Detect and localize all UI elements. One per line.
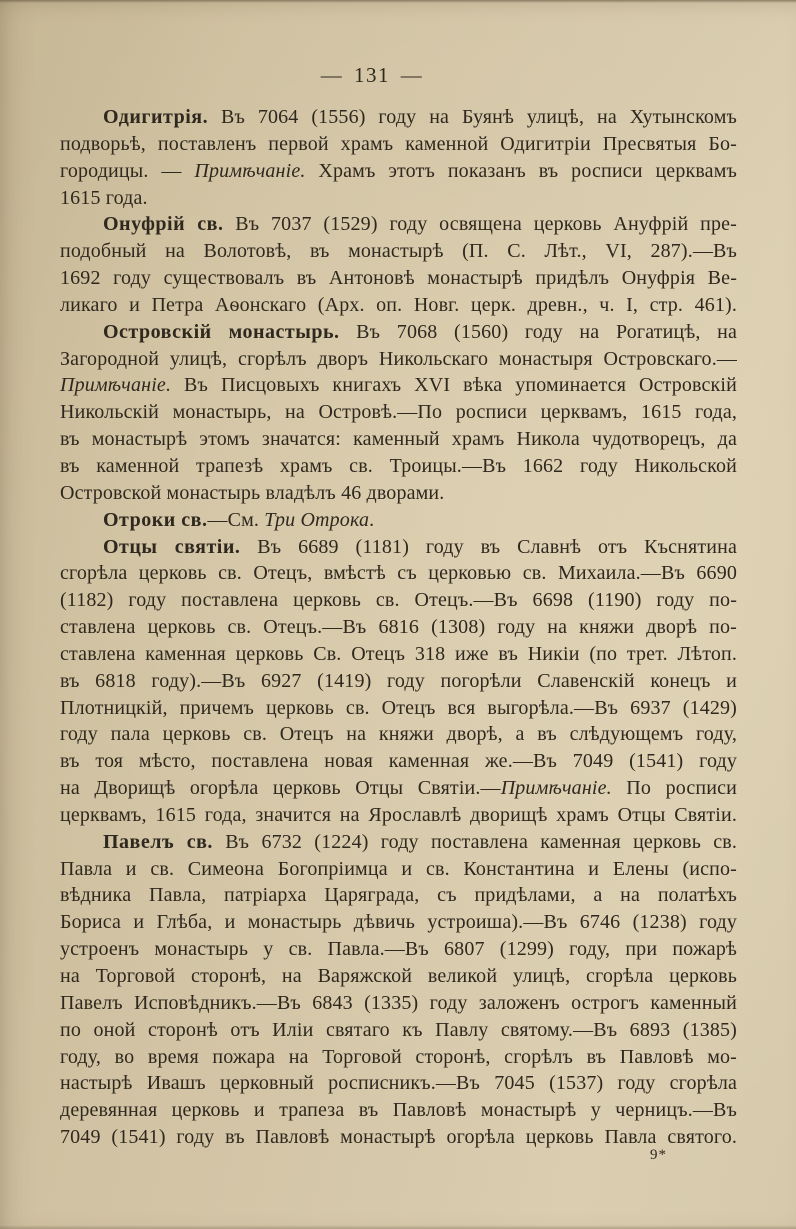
text-line	[60, 185, 737, 212]
text-run: Никольскій монастырь, на Островѣ.—По росписи церквамъ, 1615 года,	[60, 401, 737, 424]
text-run: въ тоя мѣсто, поставлена новая каменная же.—Въ 7049 (1541) году	[60, 750, 737, 773]
text-run: Бориса и Глѣба, и монастырь дѣвичь устроиша).—Въ 6746 (1238) году	[60, 911, 737, 934]
text-line	[60, 1097, 737, 1124]
text-line	[60, 963, 737, 990]
text-line	[60, 882, 737, 909]
italic-term: Примѣчаніе.	[60, 374, 172, 397]
text-run: Въ 7068 (1560) году на Рогатицѣ, на	[339, 320, 737, 343]
text-run: Въ 6732 (1224) году поставлена каменная церковь св.	[212, 830, 737, 853]
text-line	[60, 534, 737, 561]
text-run: ликаго и Петра Аѳонскаго (Арх. оп. Новг. церк. древн., ч. I, стр. 461).	[60, 293, 737, 316]
text-line	[60, 802, 737, 829]
text-line	[60, 695, 737, 722]
text-run: по оной сторонѣ отъ Иліи святаго къ Павлу святому.—Въ 6893 (1385)	[60, 1018, 737, 1041]
text-line	[60, 775, 737, 802]
text-run: Въ 6689 (1181) году въ Славнѣ отъ Къснятина	[240, 535, 737, 558]
text-run: 1615 года.	[60, 186, 148, 209]
text-line	[60, 614, 737, 641]
text-run: устроенъ монастырь у св. Павла.—Въ 6807 (1299) году, при пожарѣ	[60, 938, 737, 961]
text-line	[60, 587, 737, 614]
text-run: Въ 7064 (1556) году на Буянѣ улицѣ, на Хутынскомъ	[208, 106, 737, 128]
text-run: настырѣ Ивашъ церковный росписникъ.—Въ 7045 (1537) году сгорѣла	[60, 1072, 737, 1095]
text-run: городицы. —	[60, 159, 195, 182]
entry-headword: Павелъ св.	[103, 830, 213, 853]
text-line	[60, 131, 737, 158]
text-run: ставлена каменная церковь Св. Отецъ 318 иже въ Никіи (по трет. Лѣтоп.	[60, 642, 737, 665]
text-line	[60, 372, 737, 399]
text-run: въ монастырѣ этомъ значатся: каменный храмъ Никола чудотворецъ, да	[60, 428, 737, 451]
text-line	[60, 990, 737, 1017]
text-line	[60, 560, 737, 587]
text-run: въ 6818 году).—Въ 6927 (1419) году погорѣли Славенскій конецъ и	[60, 669, 737, 692]
paragraph-pavel	[60, 829, 737, 1151]
text-line	[60, 346, 737, 373]
text-run: Храмъ этотъ показанъ въ росписи церквамъ	[305, 159, 737, 182]
paragraph-ostrovskij-monastyr	[60, 319, 737, 507]
text-run: въ каменной трапезѣ храмъ св. Троицы.—Въ 1662 году Никольской	[60, 454, 737, 477]
text-run: сгорѣла церковь св. Отецъ, вмѣстѣ съ церковью св. Михаила.—Въ 6690	[60, 562, 737, 585]
italic-term: Три Отрока	[264, 508, 370, 531]
text-line	[60, 480, 737, 507]
text-line	[60, 1044, 737, 1071]
text-run: Павла и св. Симеона Богопріимца и св. Константина и Елены (испо-	[60, 857, 737, 880]
text-line	[60, 158, 737, 185]
entry-headword: Онуфрій св.	[103, 213, 224, 236]
text-line	[60, 238, 737, 265]
text-line	[60, 721, 737, 748]
text-line	[60, 1017, 737, 1044]
text-run: 7049 (1541) году въ Павловѣ монастырѣ огорѣла церковь Павла святого.	[60, 1126, 737, 1149]
entry-headword: Отроки св.	[103, 508, 208, 531]
italic-term: Примѣчаніе.	[194, 159, 306, 182]
text-line	[60, 1124, 737, 1151]
text-run: подворьѣ, поставленъ первой храмъ каменной Одигитріи Пресвятыя Бо-	[60, 132, 737, 155]
text-run: подобный на Волотовѣ, въ монастырѣ (П. С. Лѣт., VI, 287).—Въ	[60, 240, 737, 263]
italic-term: Примѣчаніе.	[500, 777, 612, 800]
text-run: церквамъ, 1615 года, значится на Ярославлѣ дворищѣ храмъ Отцы Святіи.	[60, 803, 737, 826]
text-run: По росписи	[611, 777, 737, 800]
text-line	[60, 856, 737, 883]
text-run: деревянная церковь и трапеза въ Павловѣ монастырѣ у черницъ.—Въ	[60, 1099, 737, 1122]
text-line	[60, 748, 737, 775]
text-run: ставлена церковь св. Отецъ.—Въ 6816 (1308) году на княжи дворѣ по-	[60, 616, 737, 639]
text-block	[60, 104, 737, 1151]
text-run: —См.	[207, 508, 265, 531]
text-run: Въ Писцовыхъ книгахъ XVI вѣка упоминается Островскій	[171, 374, 737, 397]
text-run: .	[369, 508, 375, 531]
text-line	[60, 104, 737, 131]
text-run: 1692 году существовалъ въ Антоновѣ монастырѣ придѣлъ Онуфрія Ве-	[60, 267, 737, 290]
paragraph-otcy-svjatii	[60, 534, 737, 829]
text-line	[60, 453, 737, 480]
text-run: Плотницкій, причемъ церковь св. Отецъ вся выгорѣла.—Въ 6937 (1429)	[60, 696, 737, 719]
paragraph-onufrij	[60, 211, 737, 318]
text-run: году, во время пожара на Торговой сторонѣ, сгорѣлъ въ Павловѣ мо-	[60, 1045, 737, 1068]
entry-headword: Одигитрія.	[103, 106, 209, 128]
text-run: Островской монастырь владѣлъ 46 дворами.	[60, 481, 445, 504]
page-bottom-edge-shadow	[0, 1225, 796, 1229]
text-run: Въ 7037 (1529) году освящена церковь Ануфрій пре-	[223, 213, 737, 236]
text-run: вѣдника Павла, патріарха Царяграда, съ придѣлами, а на полатѣхъ	[60, 884, 737, 907]
text-line	[60, 319, 737, 346]
text-line	[60, 399, 737, 426]
signature-mark: 9*	[650, 1147, 667, 1163]
text-line	[60, 292, 737, 319]
text-line	[60, 211, 737, 238]
page-number: — 131 —	[320, 63, 424, 87]
entry-headword: Островскій монастырь.	[103, 320, 340, 343]
text-run: на Дворищѣ огорѣла церковь Отцы Святіи.—	[60, 777, 501, 800]
entry-headword: Отцы святіи.	[103, 535, 241, 558]
page-top-edge-shadow	[0, 0, 796, 3]
text-run: Павелъ Исповѣдникъ.—Въ 6843 (1335) году заложенъ острогъ каменный	[60, 991, 737, 1014]
text-line	[60, 507, 737, 534]
text-line	[60, 829, 737, 856]
text-run: (1182) году поставлена церковь св. Отецъ.—Въ 6698 (1190) году по-	[60, 589, 737, 612]
text-line	[60, 265, 737, 292]
paragraph-odigitria	[60, 104, 737, 211]
text-line	[60, 641, 737, 668]
text-line	[60, 426, 737, 453]
text-line	[60, 936, 737, 963]
text-run: на Торговой сторонѣ, на Варяжской великой улицѣ, сгорѣла церковь	[60, 965, 737, 987]
text-line	[60, 668, 737, 695]
text-line	[60, 1070, 737, 1097]
text-run: году пала церковь св. Отецъ на княжи дворѣ, а въ слѣдующемъ году,	[60, 723, 737, 746]
paragraph-otroki	[60, 507, 737, 534]
text-line	[60, 909, 737, 936]
text-run: Загородной улицѣ, сгорѣлъ дворъ Никольскаго монастыря Островскаго.—	[60, 347, 737, 370]
